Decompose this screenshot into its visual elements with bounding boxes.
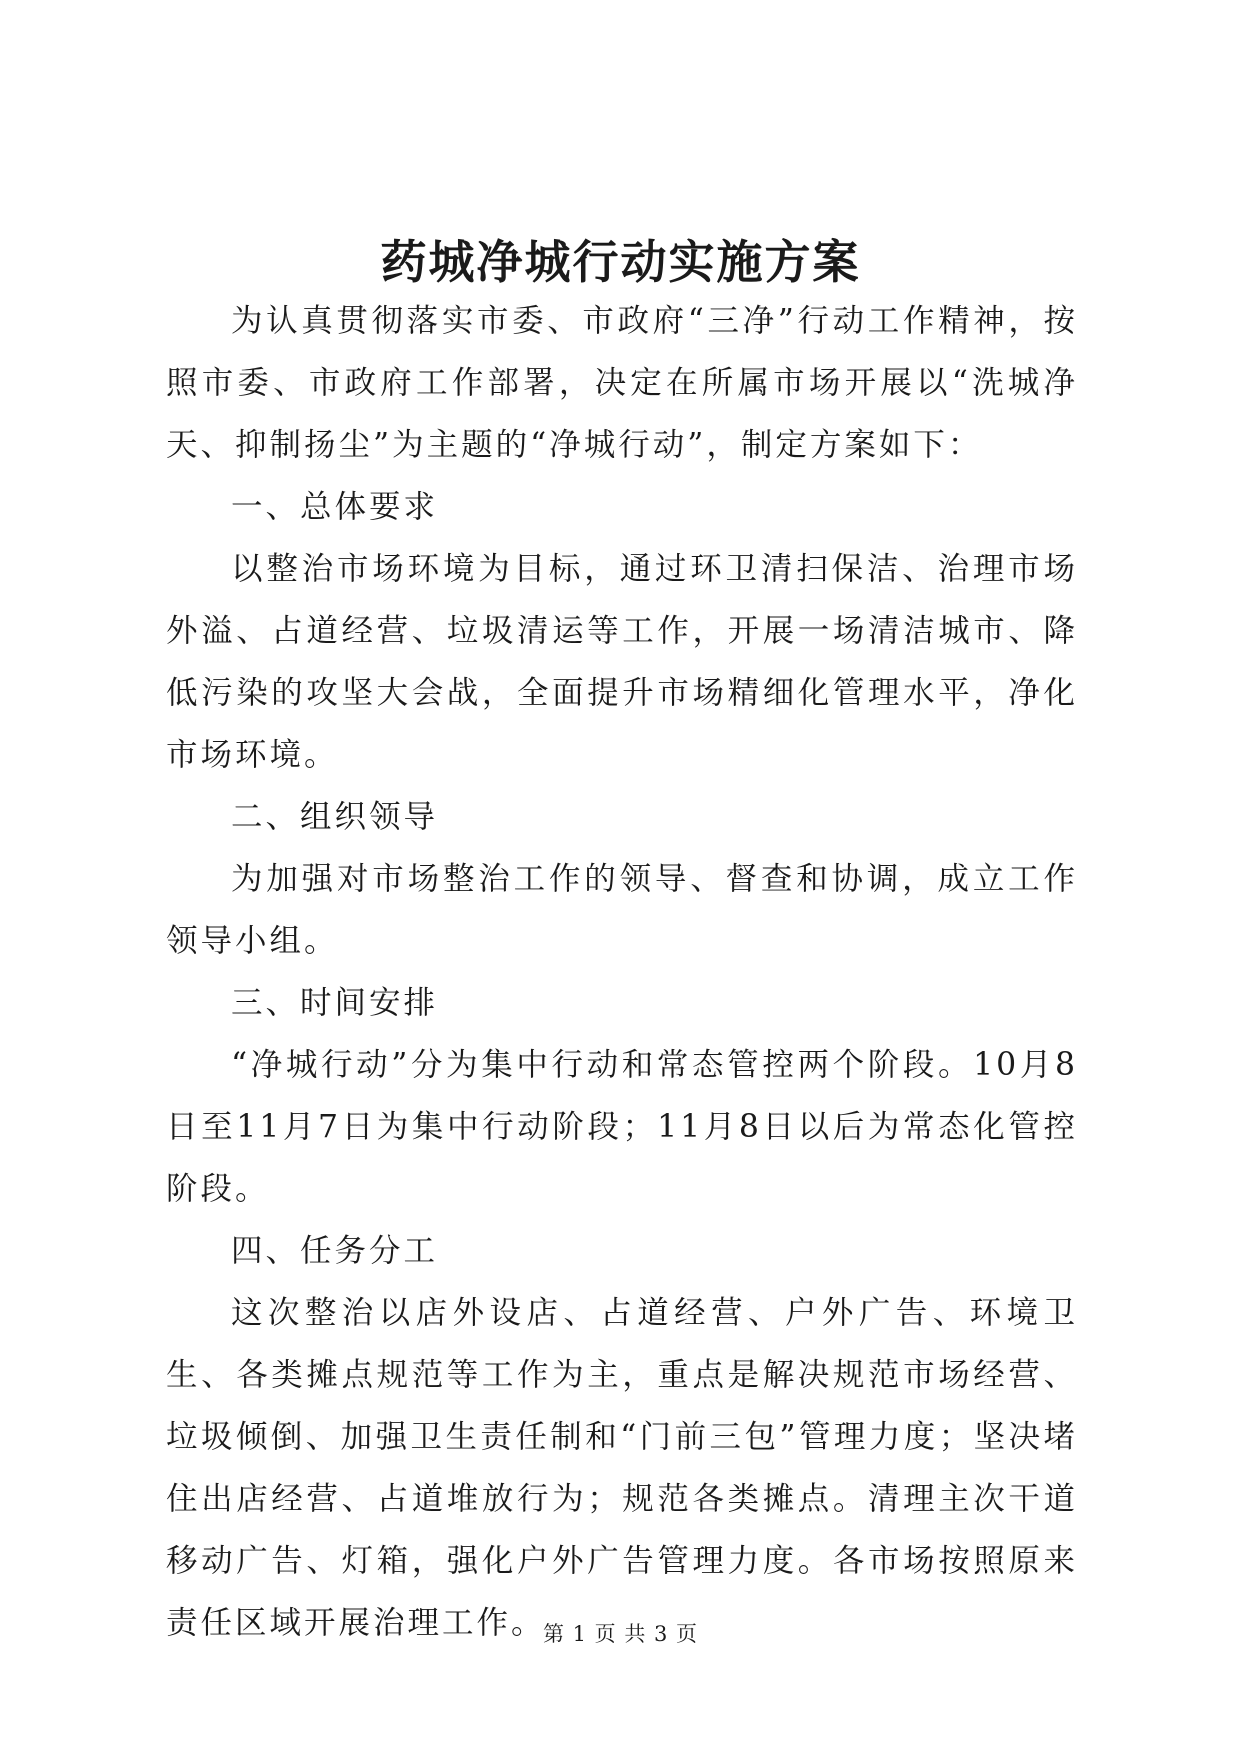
section-paragraph-2: 为加强对市场整治工作的领导、督查和协调，成立工作领导小组。 <box>166 861 1078 959</box>
intro-paragraph: 为认真贯彻落实市委、市政府“三净”行动工作精神，按照市委、市政府工作部署，决定在所属市场开展以“洗城净天、抑制扬尘”为主题的“净城行动”，制定方案如下： <box>166 303 1078 463</box>
section-paragraph-1: 以整治市场环境为目标，通过环卫清扫保洁、治理市场外溢、占道经营、垃圾清运等工作，开展一场清洁城市、降低污染的攻坚大会战，全面提升市场精细化管理水平，净化市场环境。 <box>166 551 1078 773</box>
page-number-footer: 第 1 页 共 3 页 <box>542 1622 699 1646</box>
section-heading-4: 四、任务分工 <box>231 1233 439 1269</box>
section-paragraph-3: “净城行动”分为集中行动和常态管控两个阶段。10月8日至11月7日为集中行动阶段；11月8日以后为常态化管控阶段。 <box>166 1047 1078 1207</box>
section-heading-3: 三、时间安排 <box>231 985 439 1021</box>
section-paragraph-4: 这次整治以店外设店、占道经营、户外广告、环境卫生、各类摊点规范等工作为主，重点是解决规范市场经营、垃圾倾倒、加强卫生责任制和“门前三包”管理力度；坚决堵住出店经营、占道堆放行为；规范各类摊点。清理主次干道移动广告、灯箱，强化户外广告管理力度。各市场按照原来责任区域开展治理工作。 <box>166 1295 1078 1641</box>
document-body <box>166 290 1078 1654</box>
section-heading-2: 二、组织领导 <box>231 799 439 835</box>
section-heading-1: 一、总体要求 <box>231 489 439 525</box>
document-title: 药城净城行动实施方案 <box>380 235 861 289</box>
